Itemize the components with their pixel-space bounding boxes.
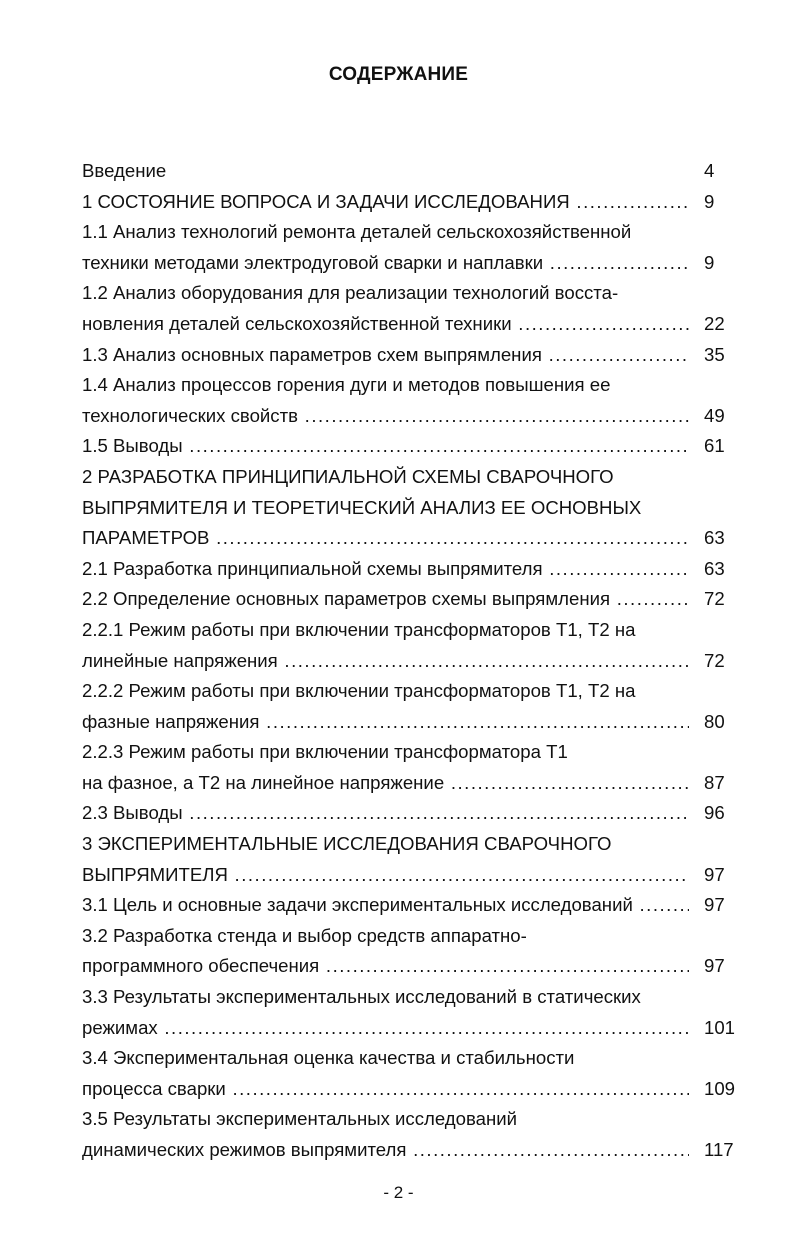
toc-line <box>82 370 740 401</box>
page-number: - 2 - <box>383 1183 414 1202</box>
toc-page-number: 117 <box>704 1139 734 1160</box>
toc-page-number: 80 <box>704 710 725 732</box>
toc-entry <box>82 340 740 371</box>
toc-line <box>82 278 740 309</box>
toc-entry-text: 2.2.2 Режим работы при включении трансформаторов Т1, Т2 на <box>82 680 636 702</box>
toc-entry-text: ВЫПРЯМИТЕЛЯ И ТЕОРЕТИЧЕСКИЙ АНАЛИЗ ЕЕ ОСНОВНЫХ <box>82 496 642 518</box>
toc-line <box>82 1135 740 1166</box>
toc-entry <box>82 370 740 431</box>
toc-page-number: 9 <box>704 251 715 273</box>
toc-page-number: 97 <box>704 894 725 916</box>
toc-entry <box>82 431 740 462</box>
toc-page-number: 109 <box>704 1077 736 1099</box>
toc-entry-text: 3.1 Цель и основные задачи экспериментальных исследований ..... <box>82 890 689 921</box>
toc-page-number: 4 <box>704 160 715 181</box>
toc-entry <box>82 921 740 982</box>
toc-entry-text: динамических режимов выпрямителя ..... <box>82 1135 689 1166</box>
toc-entry-text: 3.4 Экспериментальная оценка качества и стабильности <box>82 1047 575 1069</box>
toc-page-number: 63 <box>704 527 725 549</box>
toc-entry-text: 2.1 Разработка принципиальной схемы выпрямителя ..... <box>82 554 689 585</box>
toc-page-number: 97 <box>704 955 725 977</box>
page-title: СОДЕРЖАНИЕ <box>328 64 469 85</box>
toc-line <box>82 676 740 707</box>
toc-entry-text: 3.2 Разработка стенда и выбор средств аппаратно- <box>82 924 527 946</box>
toc-line <box>82 890 740 921</box>
toc-entry <box>82 278 740 339</box>
toc-entry <box>82 615 740 676</box>
toc-entry-text: 1 СОСТОЯНИЕ ВОПРОСА И ЗАДАЧИ ИССЛЕДОВАНИЯ ..... <box>82 187 689 218</box>
toc-entry-text: 2.2.1 Режим работы при включении трансформаторов Т1, Т2 на <box>82 618 636 640</box>
toc-line <box>82 156 740 187</box>
toc-line <box>82 646 740 677</box>
toc-line <box>82 431 740 462</box>
toc-entry <box>82 584 740 615</box>
toc-entry-text: 1.2 Анализ оборудования для реализации технологий восста- <box>82 282 619 304</box>
toc-line <box>82 187 740 218</box>
toc-line <box>82 554 740 585</box>
toc-entry <box>82 798 740 829</box>
toc-line <box>82 1074 740 1105</box>
toc-entry-text: 2.2.3 Режим работы при включении трансформатора Т1 <box>82 741 568 763</box>
toc-entry-text: 3.3 Результаты экспериментальных исследований в статических <box>82 986 641 1008</box>
toc-line <box>82 615 740 646</box>
toc-entry-text: ПАРАМЕТРОВ ..... <box>82 523 689 554</box>
toc-page-number: 22 <box>704 312 725 334</box>
toc-entry <box>82 1104 740 1165</box>
toc-entry <box>82 217 740 278</box>
toc-line <box>82 1013 740 1044</box>
toc-line <box>82 401 740 432</box>
toc-line <box>82 982 740 1013</box>
toc-entry <box>82 187 740 218</box>
toc-entry-text: технологических свойств ..... <box>82 401 689 432</box>
toc-page-number: 61 <box>704 435 725 457</box>
toc-entry <box>82 156 740 187</box>
toc-entry-text: ВЫПРЯМИТЕЛЯ ..... <box>82 860 689 891</box>
toc-entry-text: 1.5 Выводы ..... <box>82 431 689 462</box>
toc-entry-text: на фазное, а Т2 на линейное напряжение ..... <box>82 768 689 799</box>
toc-line <box>82 768 740 799</box>
toc-line <box>82 737 740 768</box>
toc-line <box>82 462 740 493</box>
toc-page-number: 72 <box>704 588 725 610</box>
toc-entry <box>82 890 740 921</box>
toc-line <box>82 1043 740 1074</box>
toc-page-number: 35 <box>704 343 725 365</box>
toc-page-number: 9 <box>704 190 715 212</box>
toc-page-number: 87 <box>704 771 725 793</box>
toc-line <box>82 340 740 371</box>
toc-entry <box>82 676 740 737</box>
toc-page-number: 96 <box>704 802 725 824</box>
toc-entry <box>82 462 740 554</box>
toc-line <box>82 248 740 279</box>
toc-entry <box>82 554 740 585</box>
toc-line <box>82 829 740 860</box>
toc-line <box>82 309 740 340</box>
toc-line <box>82 217 740 248</box>
toc-line <box>82 798 740 829</box>
table-of-contents <box>82 156 740 1166</box>
toc-line <box>82 584 740 615</box>
toc-line <box>82 860 740 891</box>
toc-entry-text: 2 РАЗРАБОТКА ПРИНЦИПИАЛЬНОЙ СХЕМЫ СВАРОЧНОГО <box>82 465 614 487</box>
toc-entry-text: 3.5 Результаты экспериментальных исследований <box>82 1108 518 1130</box>
toc-entry-text: 2.3 Выводы ..... <box>82 798 689 829</box>
toc-line <box>82 493 740 524</box>
toc-line <box>82 951 740 982</box>
toc-entry <box>82 737 740 798</box>
toc-page-number: 101 <box>704 1016 736 1038</box>
toc-line <box>82 523 740 554</box>
toc-line <box>82 1104 740 1135</box>
toc-entry-text: фазные напряжения ..... <box>82 707 689 738</box>
toc-entry <box>82 982 740 1043</box>
toc-entry-text: программного обеспечения ..... <box>82 951 689 982</box>
toc-entry-text: линейные напряжения ..... <box>82 646 689 677</box>
toc-line <box>82 707 740 738</box>
toc-page-number: 49 <box>704 404 725 426</box>
toc-line <box>82 921 740 952</box>
toc-entry-text: 2.2 Определение основных параметров схемы выпрямления ..... <box>82 584 689 615</box>
toc-entry-text: 3 ЭКСПЕРИМЕНТАЛЬНЫЕ ИССЛЕДОВАНИЯ СВАРОЧНОГО <box>82 833 612 855</box>
toc-entry-text: 1.3 Анализ основных параметров схем выпрямления ..... <box>82 340 689 371</box>
toc-page-number: 72 <box>704 649 725 671</box>
toc-entry <box>82 829 740 890</box>
toc-entry-text: режимах ..... <box>82 1013 689 1044</box>
toc-page-number: 63 <box>704 557 725 579</box>
toc-entry <box>82 1043 740 1104</box>
toc-entry-text: процесса сварки ..... <box>82 1074 689 1105</box>
toc-entry-text: Введение <box>82 160 167 181</box>
toc-entry-text: 1.1 Анализ технологий ремонта деталей сельскохозяйственной <box>82 221 632 243</box>
toc-entry-text: 1.4 Анализ процессов горения дуги и методов повышения ее <box>82 374 611 396</box>
toc-entry-text: новления деталей сельскохозяйственной техники ..... <box>82 309 689 340</box>
toc-page-number: 97 <box>704 863 725 885</box>
toc-entry-text: техники методами электродуговой сварки и наплавки ..... <box>82 248 689 279</box>
